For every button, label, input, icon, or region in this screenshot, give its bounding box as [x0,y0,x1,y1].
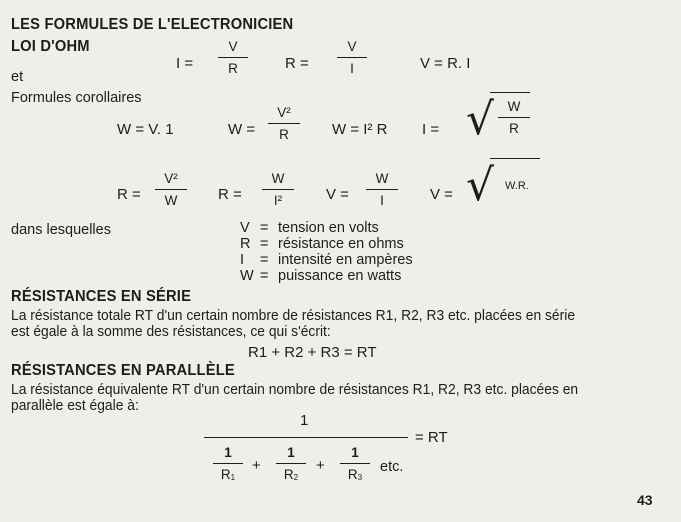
legend-symbol: I [240,252,245,268]
para-etc: etc. [380,459,404,475]
row2-a-den: W [164,193,178,208]
et-text: et [11,69,24,85]
para-term1 [213,444,243,483]
serie-line1: La résistance totale RT d'un certain nombre de résistances R1, R2, R3 etc. placées en série [11,308,576,324]
para-heading: RÉSISTANCES EN PARALLÈLE [11,362,235,379]
legend-item [240,268,401,284]
row2-c-num: W [375,171,389,186]
sqrt-overline [490,158,540,159]
legend-symbol: W [240,268,254,284]
para-plus1: + [252,457,261,474]
legend-item [240,220,379,236]
ohm-f2-num: V [347,39,357,54]
para-main-bar [204,437,408,438]
legend-desc: intensité en ampères [278,252,413,268]
para-term2 [276,444,306,483]
legend-desc: résistance en ohms [278,236,404,252]
serie-line2: est égale à la somme des résistances, ce qui s'écrit: [11,324,331,340]
para-term3-num: 1 [351,445,359,460]
show-through-ghost [420,20,660,440]
ohm-f2-fraction [337,38,367,77]
row2-a-lhs: R = [117,186,141,203]
row2-d-radicand: W.R. [505,180,529,192]
para-numerator: 1 [300,412,309,429]
row1-d-num: W [507,99,521,114]
r-subscript: 1 [230,473,236,482]
sqrt-overline [490,92,530,93]
r-letter: R [347,467,358,482]
corollaires-text: Formules corollaires [11,90,142,106]
row1-d-lhs: I = [422,121,440,138]
fraction-bar [366,189,398,190]
row2-b-lhs: R = [218,186,242,203]
ohm-f2-lhs: R = [285,55,309,72]
r-letter: R [283,467,294,482]
ohm-f2-den: I [350,61,354,76]
row1-b-lhs: W = [228,121,256,138]
serie-formula: R1 + R2 + R3 = RT [248,344,377,361]
row2-c-lhs: V = [326,186,349,203]
fraction-bar [268,123,300,124]
legend-item [240,252,413,268]
para-plus2: + [316,457,325,474]
row2-b-den: I² [273,193,283,208]
para-term1-num: 1 [224,445,232,460]
sqrt-icon: √ [466,160,495,211]
ohm-heading: LOI D'OHM [11,38,90,55]
fraction-bar [213,463,243,464]
page-title: LES FORMULES DE L'ELECTRONICIEN [11,16,294,33]
row2-b-num: W [271,171,285,186]
row2-b-fraction [262,170,294,209]
para-rhs: = RT [415,429,448,446]
fraction-bar [498,117,530,118]
legend-symbol: R [240,236,251,252]
row1-c: W = I² R [332,121,388,138]
fraction-bar [276,463,306,464]
legend-equals: = [260,268,269,284]
para-term2-num: 1 [287,445,295,460]
fraction-bar [262,189,294,190]
row1-b-den: R [279,127,289,142]
legend-intro: dans lesquelles [11,222,111,238]
para-term1-den [221,466,235,483]
serie-heading: RÉSISTANCES EN SÉRIE [11,288,192,305]
para-term3 [340,444,370,483]
fraction-bar [218,57,248,58]
ohm-f1-lhs: I = [176,55,194,72]
ohm-f1-num: V [228,39,238,54]
legend-equals: = [260,252,269,268]
row2-c-den: I [380,193,384,208]
row2-a-fraction [155,170,187,209]
ohm-f1-den: R [228,61,238,76]
r-subscript: 3 [357,473,363,482]
legend-equals: = [260,220,269,236]
row1-d-den: R [509,121,519,136]
legend-desc: puissance en watts [278,268,402,284]
row2-a-num: V² [164,171,178,186]
row1-a: W = V. 1 [117,121,174,138]
para-term3-den [348,466,362,483]
legend-desc: tension en volts [278,220,379,236]
para-term2-den [284,466,298,483]
legend-symbol: V [240,220,250,236]
row1-b-fraction [268,104,300,143]
fraction-bar [340,463,370,464]
r-letter: R [220,467,231,482]
fraction-bar [337,57,367,58]
sqrt-icon: √ [466,94,495,145]
legend-item [240,236,404,252]
page-number: 43 [637,492,653,508]
ohm-f3: V = R. I [420,55,471,72]
r-subscript: 2 [293,473,299,482]
row2-d-lhs: V = [430,186,453,203]
para-line1: La résistance équivalente RT d'un certain nombre de résistances R1, R2, R3 etc. placées en [11,382,579,398]
row1-b-num: V² [277,105,291,120]
row1-d-fraction [498,98,530,137]
para-line2: parallèle est égale à: [11,398,139,414]
ohm-f1-fraction [218,38,248,77]
legend-equals: = [260,236,269,252]
fraction-bar [155,189,187,190]
row2-c-fraction [366,170,398,209]
